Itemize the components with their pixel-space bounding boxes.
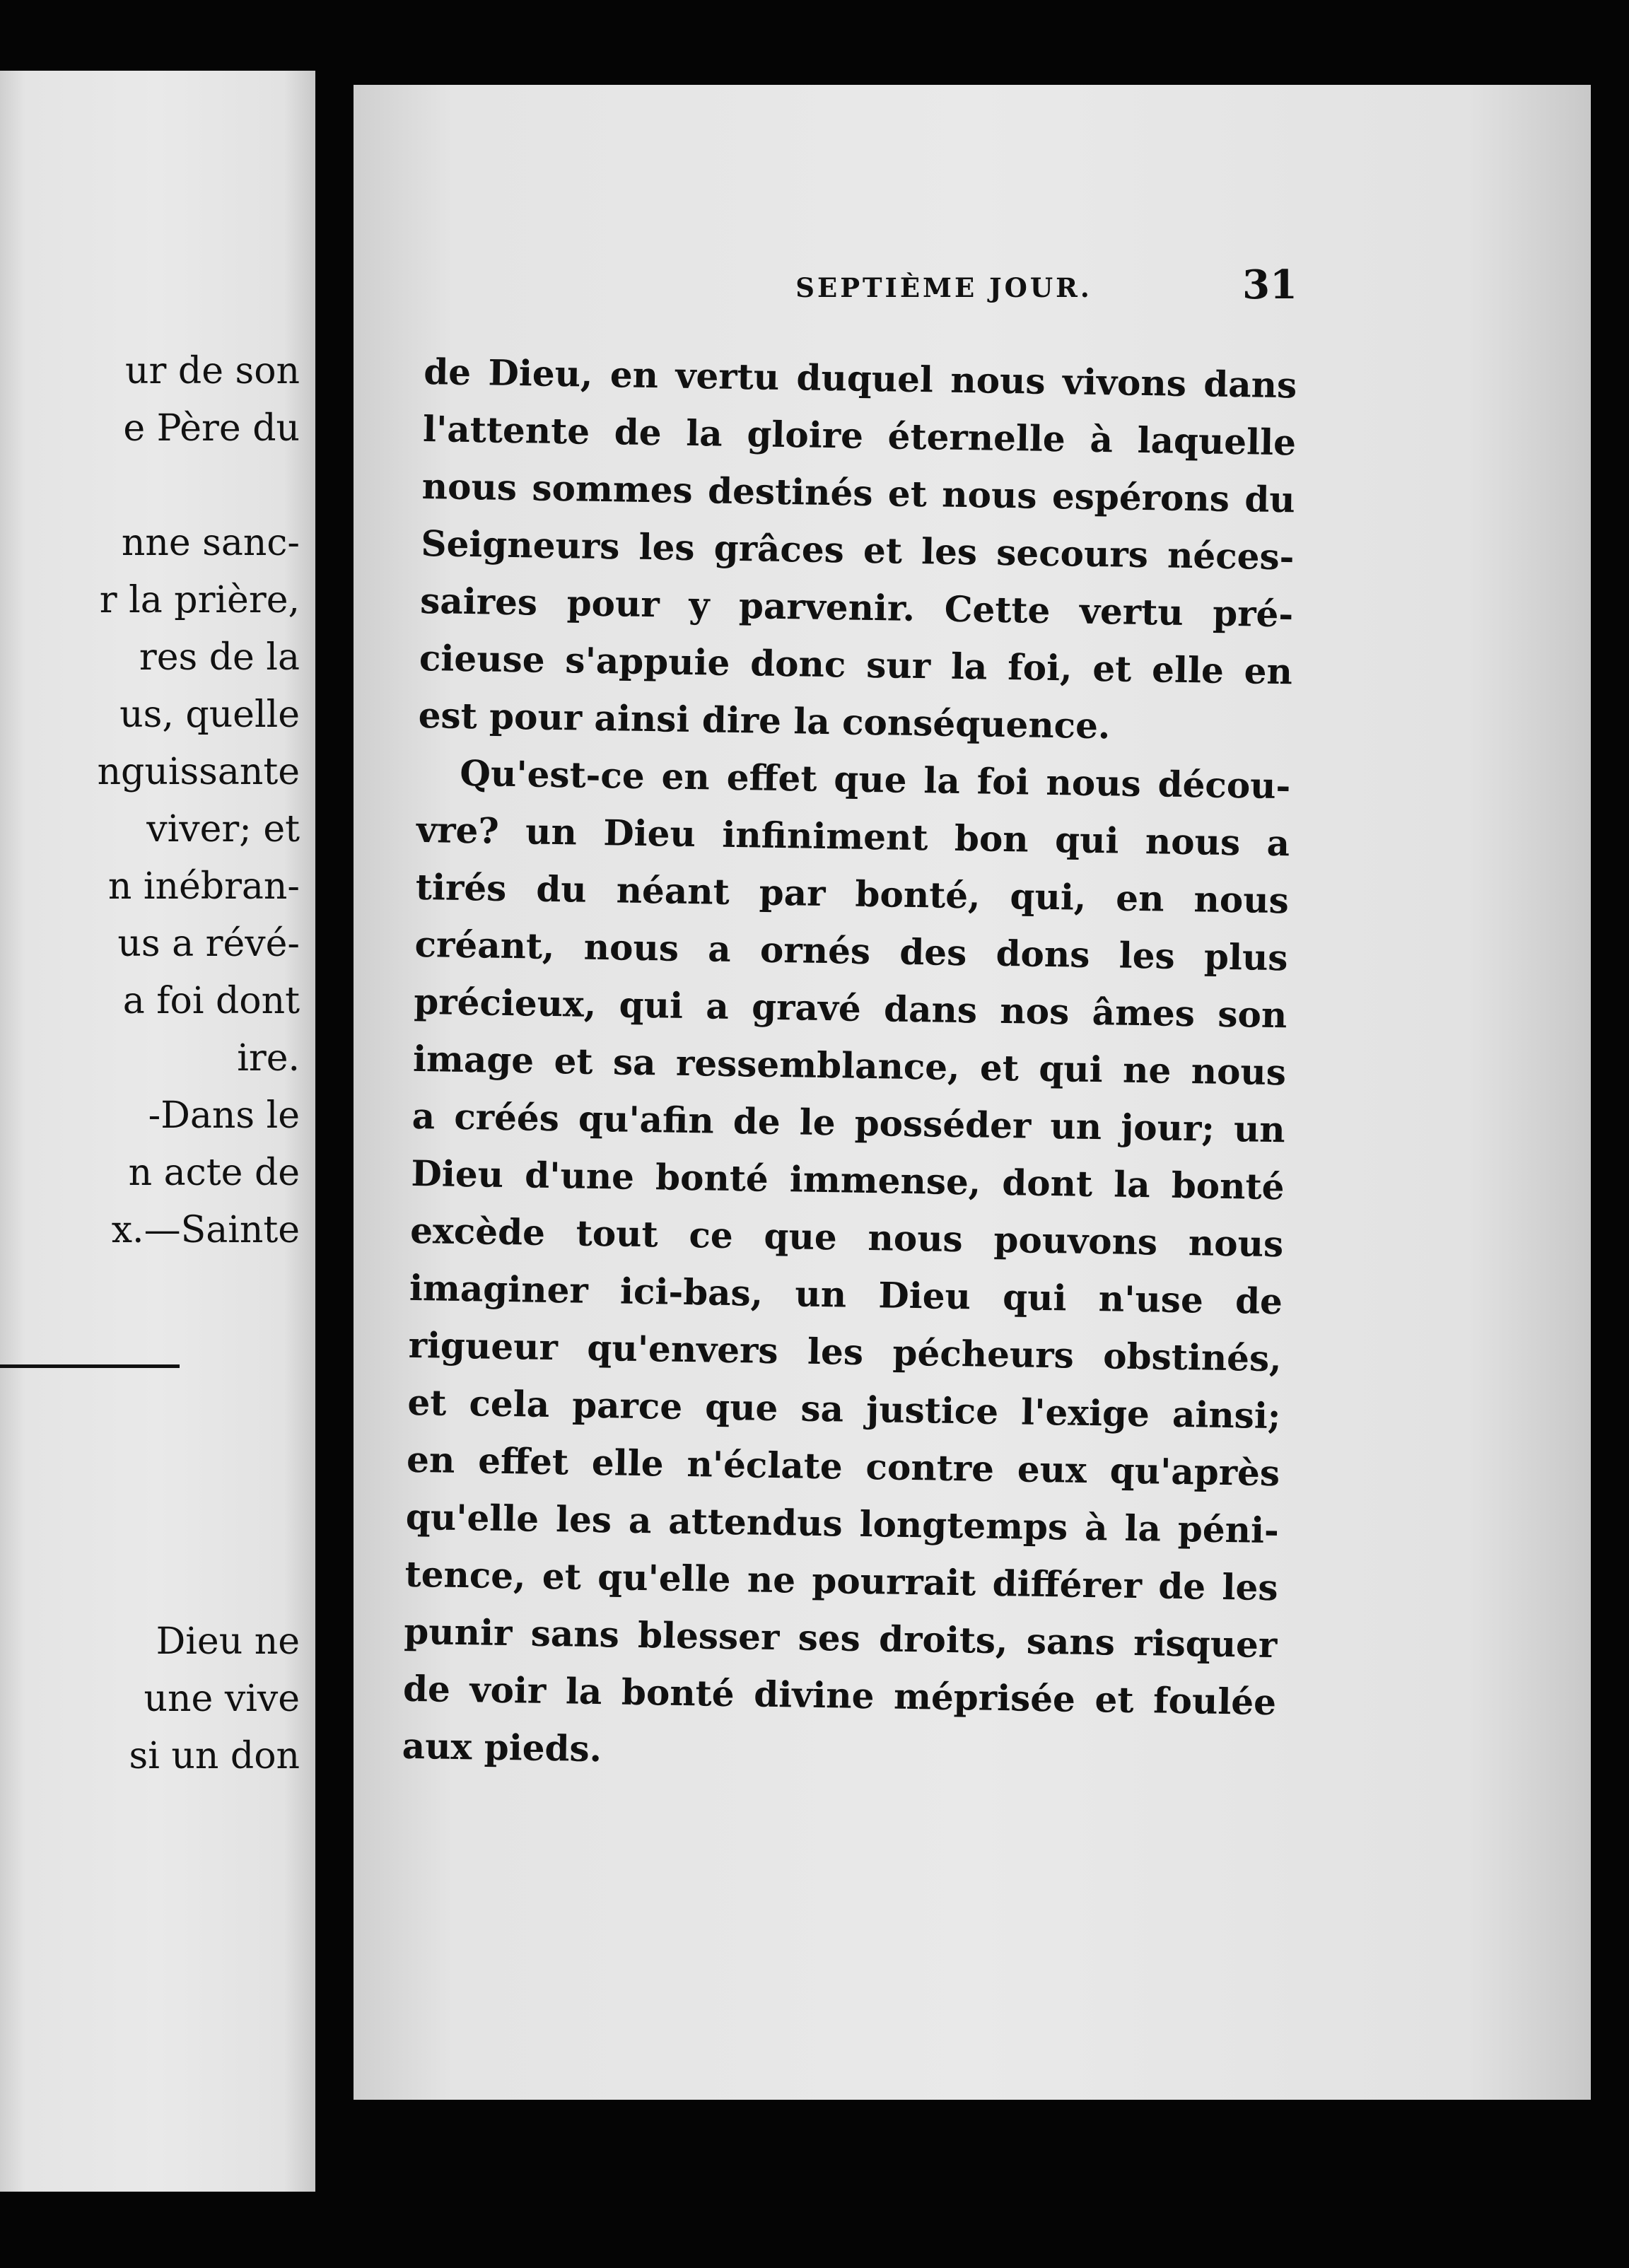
- text-line: l'attente de la gloire éternelle à laquelle: [422, 407, 1297, 464]
- left-page: [0, 71, 315, 2192]
- text-line: une vive: [144, 1678, 300, 1720]
- text-line: saires pour y parvenir. Cette vertu pré-: [419, 579, 1294, 636]
- text-line: -Dans le: [148, 1094, 300, 1137]
- text-line: tence, et qu'elle ne pourrait différer de les: [404, 1553, 1278, 1609]
- running-head: SEPTIÈME JOUR.: [795, 272, 1092, 303]
- text-line: aux pieds.: [402, 1724, 602, 1770]
- text-line: en effet elle n'éclate contre eux qu'après: [406, 1438, 1280, 1495]
- text-line: res de la: [139, 636, 300, 679]
- text-line: Dieu ne: [156, 1620, 300, 1663]
- text-line: cieuse s'appuie donc sur la foi, et elle en: [419, 636, 1293, 693]
- text-line: précieux, qui a gravé dans nos âmes son: [413, 980, 1288, 1036]
- page-number: 31: [1242, 262, 1297, 308]
- text-line: e Père du: [123, 407, 300, 450]
- text-line: ur de son: [125, 350, 300, 392]
- text-line: Qu'est-ce en effet que la foi nous décou-: [459, 752, 1291, 807]
- text-line: us a révé-: [117, 923, 300, 965]
- text-line: imaginer ici-bas, un Dieu qui n'use de: [409, 1266, 1283, 1323]
- text-line: nne sanc-: [121, 522, 300, 564]
- text-line: vre? un Dieu infiniment bon qui nous a: [416, 808, 1290, 865]
- text-line: si un don: [129, 1735, 300, 1777]
- text-line: tirés du néant par bonté, qui, en nous: [415, 865, 1290, 922]
- text-line: viver; et: [146, 808, 300, 850]
- right-page: [354, 85, 1591, 2100]
- text-line: de voir la bonté divine méprisée et foulée: [402, 1667, 1277, 1724]
- left-page-text: [0, 343, 300, 1259]
- text-line: a créés qu'afin de le posséder un jour; un: [411, 1094, 1286, 1151]
- text-line: créant, nous a ornés des dons les plus: [414, 923, 1288, 979]
- left-page-text-bottom: [0, 1613, 300, 1785]
- text-line: n inébran-: [107, 865, 300, 908]
- text-line: a foi dont: [122, 980, 300, 1022]
- text-line: n acte de: [128, 1152, 300, 1194]
- text-line: qu'elle les a attendus longtemps à la péni-: [405, 1495, 1280, 1552]
- text-line: us, quelle: [119, 694, 300, 736]
- text-line: ire.: [237, 1037, 300, 1080]
- text-line: Dieu d'une bonté immense, dont la bonté: [411, 1152, 1285, 1208]
- text-line: est pour ainsi dire la conséquence.: [418, 694, 1111, 747]
- body-text: [402, 343, 1297, 1788]
- text-line: nguissante: [97, 751, 300, 793]
- text-line: image et sa ressemblance, et qui ne nous: [412, 1037, 1287, 1094]
- text-line: Seigneurs les grâces et les secours néces-: [421, 522, 1295, 578]
- section-rule: [0, 1364, 180, 1368]
- text-line: x.—Sainte: [111, 1209, 300, 1251]
- text-line: punir sans blesser ses droits, sans risquer: [403, 1610, 1278, 1666]
- text-line: nous sommes destinés et nous espérons du: [421, 464, 1296, 521]
- text-line: rigueur qu'envers les pécheurs obstinés,: [408, 1323, 1283, 1380]
- text-line: de Dieu, en vertu duquel nous vivons dans: [423, 350, 1297, 407]
- text-line: excède tout ce que nous pouvons nous: [409, 1209, 1284, 1265]
- text-line: r la prière,: [99, 579, 300, 621]
- text-line: et cela parce que sa justice l'exige ainsi;: [407, 1381, 1281, 1437]
